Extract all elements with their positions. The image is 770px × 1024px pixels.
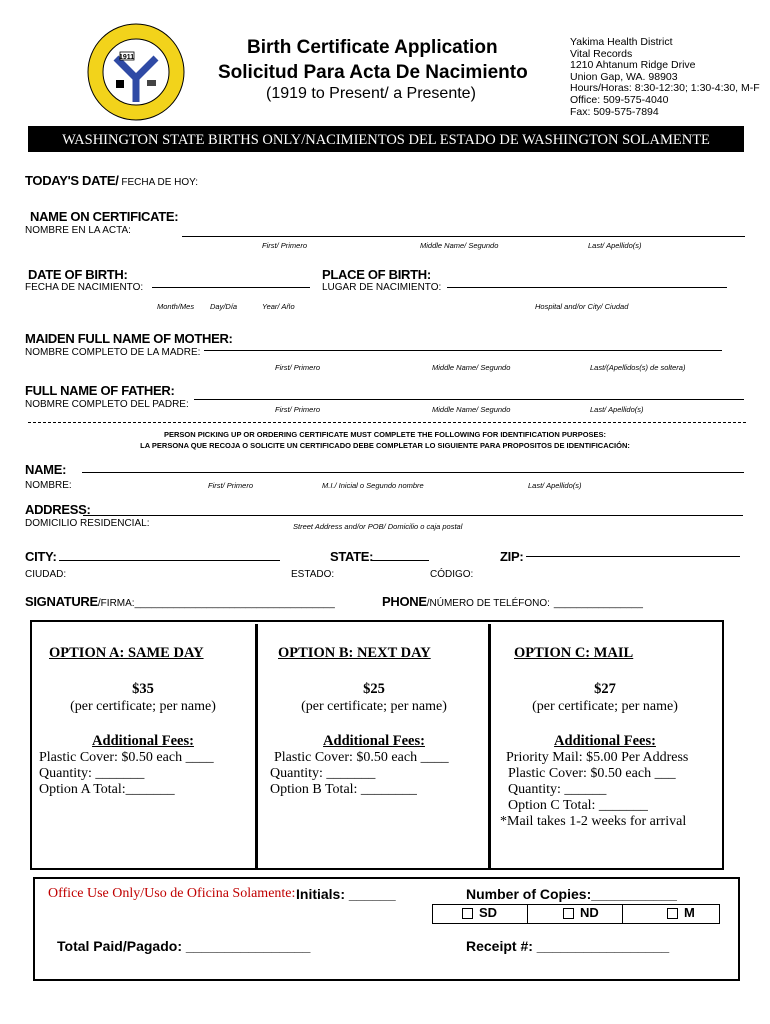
mother-middle-hint: Middle Name/ Segundo xyxy=(432,363,511,372)
state-label: STATE: xyxy=(330,549,374,564)
office-fax: Fax: 509-575-7894 xyxy=(570,105,659,118)
dob-day-hint: Day/Día xyxy=(210,302,238,311)
mother-last-hint: Last/(Apellidos(s) de soltera) xyxy=(590,363,686,372)
option-c-title: OPTION C: MAIL xyxy=(514,645,634,661)
option-b-line-3: Option B Total: ________ xyxy=(270,782,417,797)
signature-label-es: /FIRMA: xyxy=(97,598,135,609)
option-b-title: OPTION B: NEXT DAY xyxy=(278,645,431,661)
phone-blank: ________________ xyxy=(553,598,643,609)
option-c-line-2: Plastic Cover: $0.50 each ___ xyxy=(508,766,676,781)
option-a-fees-label: Additional Fees: xyxy=(92,733,194,749)
zip-label: ZIP: xyxy=(500,549,524,564)
office-hours: Hours/Horas: 8:30-12:30; 1:30-4:30, M-F xyxy=(570,82,760,95)
state-banner xyxy=(28,126,744,152)
option-c-per: (per certificate; per name) xyxy=(532,699,678,714)
office-city: Union Gap, WA. 98903 xyxy=(570,70,678,83)
yakima-health-district-logo xyxy=(86,22,186,122)
option-b-fees-label: Additional Fees: xyxy=(323,733,425,749)
notice-line-1: PERSON PICKING UP OR ORDERING CERTIFICATE MUST COMPLETE THE FOLLOWING FOR IDENTIFICATION PURPOSES: xyxy=(163,430,607,439)
option-c-line-4: Option C Total: _______ xyxy=(508,798,648,813)
title-range: (1919 to Present/ a Presente) xyxy=(266,85,476,102)
phone-label-es: /NÚMERO DE TELÉFONO: xyxy=(426,598,550,609)
dob-month-hint: Month/Mes xyxy=(157,302,195,311)
name-cert-label: NAME ON CERTIFICATE: xyxy=(30,209,179,224)
req-name-label-es: NOMBRE: xyxy=(25,480,72,491)
office-address xyxy=(570,37,760,118)
option-b-price: $25 xyxy=(363,681,385,697)
office-street: 1210 Ahtanum Ridge Drive xyxy=(570,59,696,72)
office-copies[interactable]: Number of Copies:___________ xyxy=(466,886,677,902)
copies-m-option[interactable] xyxy=(667,905,695,920)
notice-line-2: LA PERSONA QUE RECOJA O SOLICITE UN CERTIFICADO DEBE COMPLETAR LO SIGUIENTE PARA PROPOSITOS DE IDENTIFICACIÓN: xyxy=(140,441,630,450)
option-a-per: (per certificate; per name) xyxy=(70,699,216,714)
father-last-hint: Last/ Apellido(s) xyxy=(590,405,644,414)
mother-line[interactable] xyxy=(204,350,722,351)
copies-nd-option[interactable] xyxy=(563,905,599,920)
father-line[interactable] xyxy=(194,399,744,400)
separator-dashed xyxy=(28,422,746,423)
address-label-es: DOMICILIO RESIDENCIAL: xyxy=(25,518,150,529)
banner-text: WASHINGTON STATE BIRTHS ONLY/NACIMIENTOS DEL ESTADO DE WASHINGTON SOLAMENTE xyxy=(62,132,710,148)
dob-label: DATE OF BIRTH: xyxy=(28,267,128,282)
option-a-price: $35 xyxy=(132,681,154,697)
father-label-es: NOBMRE COMPLETO DEL PADRE: xyxy=(25,399,189,410)
req-name-last-hint: Last/ Apellido(s) xyxy=(528,481,582,490)
option-c-fees-label: Additional Fees: xyxy=(554,733,656,749)
pob-hint: Hospital and/or City/ Ciudad xyxy=(535,302,629,311)
copies-sd-label: SD xyxy=(479,905,498,920)
father-label: FULL NAME OF FATHER: xyxy=(25,383,175,398)
title-english: Birth Certificate Application xyxy=(247,37,498,58)
dob-line[interactable] xyxy=(152,287,310,288)
state-label-es: ESTADO: xyxy=(291,569,335,580)
name-cert-first-hint: First/ Primero xyxy=(262,241,307,250)
state-line[interactable] xyxy=(371,560,429,561)
option-c-line-5: *Mail takes 1-2 weeks for arrival xyxy=(500,814,687,829)
city-label: CITY: xyxy=(25,549,57,564)
office-total-paid[interactable]: Total Paid/Pagado: ________________ xyxy=(57,938,311,954)
zip-label-es: CÓDIGO: xyxy=(430,569,474,580)
copies-sd-option[interactable] xyxy=(462,905,497,920)
option-b-panel[interactable] xyxy=(262,645,486,798)
office-receipt[interactable]: Receipt #: _________________ xyxy=(466,938,670,954)
zip-line[interactable] xyxy=(526,556,740,557)
mother-first-hint: First/ Primero xyxy=(275,363,320,372)
dob-year-hint: Year/ Año xyxy=(262,302,295,311)
phone-field[interactable] xyxy=(382,593,643,611)
option-b-line-2: Quantity: _______ xyxy=(270,766,376,781)
office-initials[interactable]: Initials: ______ xyxy=(296,886,396,902)
option-c-line-3: Quantity: ______ xyxy=(508,782,607,797)
city-line[interactable] xyxy=(59,560,280,561)
address-hint: Street Address and/or POB/ Domicilio o caja postal xyxy=(293,522,463,531)
checkbox-icon xyxy=(462,908,473,919)
option-a-panel[interactable] xyxy=(33,645,253,798)
options-divider-2 xyxy=(488,624,491,868)
signature-field[interactable] xyxy=(25,593,335,611)
city-label-es: CIUDAD: xyxy=(25,569,67,580)
signature-blank: ____________________________________ xyxy=(134,598,335,609)
req-name-first-hint: First/ Primero xyxy=(208,481,253,490)
phone-label: PHONE xyxy=(382,594,427,609)
option-b-line-1: Plastic Cover: $0.50 each ____ xyxy=(274,750,449,765)
option-c-line-1: Priority Mail: $5.00 Per Address xyxy=(506,750,689,765)
option-c-price: $27 xyxy=(594,681,616,697)
copies-m-label: M xyxy=(684,905,695,920)
address-label: ADDRESS: xyxy=(25,502,91,517)
name-cert-line[interactable] xyxy=(182,236,745,237)
option-a-line-3: Option A Total:_______ xyxy=(39,782,175,797)
pob-line[interactable] xyxy=(447,287,727,288)
address-line[interactable] xyxy=(83,515,743,516)
mother-label: MAIDEN FULL NAME OF MOTHER: xyxy=(25,331,233,346)
copies-table-divider-1 xyxy=(527,904,528,923)
signature-label: SIGNATURE xyxy=(25,594,98,609)
options-divider-1 xyxy=(255,624,258,868)
checkbox-icon xyxy=(667,908,678,919)
copies-table-divider-2 xyxy=(622,904,623,923)
logo-year: 1911 xyxy=(119,54,135,61)
today-label-es: FECHA DE HOY: xyxy=(118,177,199,188)
name-cert-label-es: NOMBRE EN LA ACTA: xyxy=(25,225,131,236)
father-middle-hint: Middle Name/ Segundo xyxy=(432,405,511,414)
checkbox-icon xyxy=(563,908,574,919)
option-c-panel[interactable] xyxy=(494,645,716,830)
dob-label-es: FECHA DE NACIMIENTO: xyxy=(25,282,144,293)
office-phone: Office: 509-575-4040 xyxy=(570,93,669,106)
name-cert-middle-hint: Middle Name/ Segundo xyxy=(420,241,499,250)
father-first-hint: First/ Primero xyxy=(275,405,320,414)
today-label: TODAY'S DATE/ xyxy=(25,173,119,188)
pob-label: PLACE OF BIRTH: xyxy=(322,267,431,282)
req-name-line[interactable] xyxy=(82,472,744,473)
req-name-mi-hint: M.I./ Inicial o Segundo nombre xyxy=(322,481,424,490)
copies-nd-label: ND xyxy=(580,905,599,920)
option-a-line-1: Plastic Cover: $0.50 each ____ xyxy=(39,750,214,765)
title-spanish: Solicitud Para Acta De Nacimiento xyxy=(218,62,528,83)
req-name-label: NAME: xyxy=(25,462,67,477)
mother-label-es: NOMBRE COMPLETO DE LA MADRE: xyxy=(25,347,201,358)
option-b-per: (per certificate; per name) xyxy=(301,699,447,714)
option-a-title: OPTION A: SAME DAY xyxy=(49,645,204,661)
office-dept: Vital Records xyxy=(570,47,633,60)
office-use-label: Office Use Only/Uso de Oficina Solamente: xyxy=(48,886,296,901)
today-date-field[interactable] xyxy=(25,172,198,190)
office-name: Yakima Health District xyxy=(570,36,673,48)
option-a-line-2: Quantity: _______ xyxy=(39,766,145,781)
pob-label-es: LUGAR DE NACIMIENTO: xyxy=(322,282,442,293)
name-cert-last-hint: Last/ Apellido(s) xyxy=(588,241,642,250)
